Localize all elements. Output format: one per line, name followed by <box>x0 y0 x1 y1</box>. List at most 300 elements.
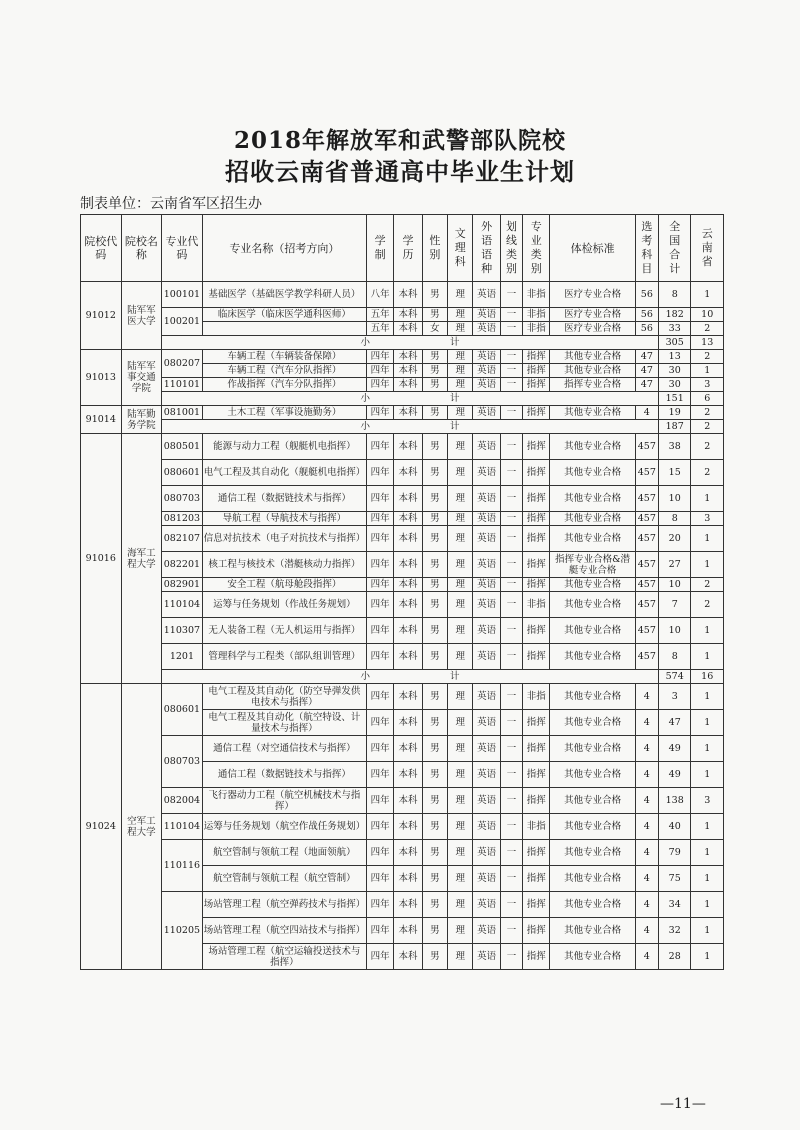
health-standard: 其他专业合格 <box>550 592 635 618</box>
elective: 47 <box>635 378 658 392</box>
health-standard: 其他专业合格 <box>550 866 635 892</box>
table-row <box>81 378 724 392</box>
major-name: 场站管理工程（航空四站技术与指挥） <box>202 918 366 944</box>
document-title-line-1: 2018年解放军和武警部队院校 <box>233 127 566 154</box>
major-name: 能源与动力工程（舰艇机电指挥） <box>202 434 366 460</box>
elective: 457 <box>635 552 658 578</box>
yunnan-count: 3 <box>691 788 724 814</box>
subject: 理 <box>448 892 473 918</box>
table-row <box>81 406 724 420</box>
major-code: 081001 <box>162 406 203 420</box>
language: 英语 <box>473 526 500 552</box>
subject: 理 <box>448 434 473 460</box>
gender: 女 <box>422 322 447 336</box>
yunnan-count: 1 <box>691 840 724 866</box>
subtotal-label <box>162 392 659 406</box>
subject: 理 <box>448 592 473 618</box>
major-name: 运筹与任务规划（航空作战任务规划） <box>202 814 366 840</box>
line-category: 一 <box>500 578 522 592</box>
table-row <box>81 618 724 644</box>
elective: 4 <box>635 840 658 866</box>
national-total: 138 <box>658 788 690 814</box>
subject: 理 <box>448 282 473 308</box>
study-years: 四年 <box>366 512 393 526</box>
language: 英语 <box>473 918 500 944</box>
study-years: 四年 <box>366 378 393 392</box>
study-years: 四年 <box>366 406 393 420</box>
gender: 男 <box>422 710 447 736</box>
elective: 4 <box>635 918 658 944</box>
header-major-code: 专业代码 <box>162 215 203 282</box>
subtotal-label-a: 小 <box>360 671 371 682</box>
national-total: 49 <box>658 736 690 762</box>
major-category: 非指 <box>523 322 550 336</box>
header-health-standard: 体检标准 <box>550 215 635 282</box>
degree: 本科 <box>394 434 422 460</box>
language: 英语 <box>473 486 500 512</box>
major-code: 080601 <box>162 684 203 736</box>
national-total: 20 <box>658 526 690 552</box>
subtotal-label-a: 小 <box>360 393 371 404</box>
national-total: 27 <box>658 552 690 578</box>
line-category: 一 <box>500 282 522 308</box>
yunnan-count: 1 <box>691 710 724 736</box>
gender: 男 <box>422 378 447 392</box>
degree: 本科 <box>394 618 422 644</box>
gender: 男 <box>422 308 447 322</box>
yunnan-count: 1 <box>691 364 724 378</box>
document-title-line-2: 招收云南省普通高中毕业生计划 <box>225 157 575 186</box>
major-category: 指挥 <box>523 350 550 364</box>
degree: 本科 <box>394 364 422 378</box>
gender: 男 <box>422 282 447 308</box>
table-row <box>81 684 724 710</box>
line-category: 一 <box>500 684 522 710</box>
major-name: 车辆工程（汽车分队指挥） <box>202 364 366 378</box>
degree: 本科 <box>394 918 422 944</box>
health-standard: 其他专业合格 <box>550 762 635 788</box>
national-total: 32 <box>658 918 690 944</box>
subject: 理 <box>448 710 473 736</box>
national-total: 19 <box>658 406 690 420</box>
health-standard: 其他专业合格 <box>550 434 635 460</box>
major-code: 080703 <box>162 736 203 788</box>
gender: 男 <box>422 486 447 512</box>
table-row <box>81 486 724 512</box>
degree: 本科 <box>394 710 422 736</box>
school-code: 91012 <box>81 282 122 350</box>
major-code: 110116 <box>162 840 203 892</box>
major-name: 核工程与核技术（潜艇核动力指挥） <box>202 552 366 578</box>
yunnan-count: 2 <box>691 406 724 420</box>
header-school-name: 院校名称 <box>121 215 162 282</box>
health-standard: 其他专业合格 <box>550 892 635 918</box>
gender: 男 <box>422 592 447 618</box>
major-category: 指挥 <box>523 526 550 552</box>
national-total: 10 <box>658 486 690 512</box>
subject: 理 <box>448 406 473 420</box>
subtotal-row <box>81 336 724 350</box>
gender: 男 <box>422 944 447 970</box>
degree: 本科 <box>394 526 422 552</box>
elective: 457 <box>635 434 658 460</box>
major-name: 导航工程（导航技术与指挥） <box>202 512 366 526</box>
line-category: 一 <box>500 866 522 892</box>
gender: 男 <box>422 736 447 762</box>
national-total: 38 <box>658 434 690 460</box>
gender: 男 <box>422 762 447 788</box>
line-category: 一 <box>500 918 522 944</box>
major-name: 通信工程（数据链技术与指挥） <box>202 486 366 512</box>
study-years: 四年 <box>366 486 393 512</box>
yunnan-count: 2 <box>691 578 724 592</box>
major-code: 100101 <box>162 282 203 308</box>
yunnan-count: 1 <box>691 892 724 918</box>
language: 英语 <box>473 282 500 308</box>
degree: 本科 <box>394 350 422 364</box>
national-total: 30 <box>658 378 690 392</box>
line-category: 一 <box>500 322 522 336</box>
gender: 男 <box>422 578 447 592</box>
yunnan-count: 2 <box>691 350 724 364</box>
language: 英语 <box>473 322 500 336</box>
major-code: 082201 <box>162 552 203 578</box>
line-category: 一 <box>500 788 522 814</box>
line-category: 一 <box>500 350 522 364</box>
gender: 男 <box>422 684 447 710</box>
health-standard: 其他专业合格 <box>550 460 635 486</box>
health-standard: 其他专业合格 <box>550 918 635 944</box>
major-category: 指挥 <box>523 644 550 670</box>
table-row <box>81 592 724 618</box>
language: 英语 <box>473 406 500 420</box>
subject: 理 <box>448 788 473 814</box>
major-code: 082901 <box>162 578 203 592</box>
major-category: 指挥 <box>523 840 550 866</box>
subtotal-label-b: 计 <box>450 337 460 348</box>
degree: 本科 <box>394 578 422 592</box>
major-category: 指挥 <box>523 460 550 486</box>
elective: 56 <box>635 282 658 308</box>
health-standard: 医疗专业合格 <box>550 308 635 322</box>
language: 英语 <box>473 892 500 918</box>
health-standard: 其他专业合格 <box>550 814 635 840</box>
language: 英语 <box>473 684 500 710</box>
major-name <box>202 322 366 336</box>
line-category: 一 <box>500 406 522 420</box>
gender: 男 <box>422 892 447 918</box>
national-total: 10 <box>658 578 690 592</box>
subject: 理 <box>448 552 473 578</box>
major-name: 飞行器动力工程（航空机械技术与指挥） <box>202 788 366 814</box>
study-years: 四年 <box>366 618 393 644</box>
header-study-years: 学制 <box>374 234 386 261</box>
gender: 男 <box>422 552 447 578</box>
degree: 本科 <box>394 378 422 392</box>
table-row <box>81 434 724 460</box>
elective: 4 <box>635 814 658 840</box>
header-subject: 文理科 <box>454 227 466 268</box>
major-code: 080703 <box>162 486 203 512</box>
subject: 理 <box>448 644 473 670</box>
line-category: 一 <box>500 710 522 736</box>
table-row <box>81 552 724 578</box>
study-years: 四年 <box>366 460 393 486</box>
elective: 457 <box>635 644 658 670</box>
study-years: 四年 <box>366 866 393 892</box>
elective: 4 <box>635 762 658 788</box>
major-category: 非指 <box>523 814 550 840</box>
subtotal-label <box>162 336 659 350</box>
subtotal-label-b: 计 <box>450 671 460 682</box>
national-total: 13 <box>658 350 690 364</box>
major-name: 作战指挥（汽车分队指挥） <box>202 378 366 392</box>
health-standard: 其他专业合格 <box>550 578 635 592</box>
study-years: 四年 <box>366 434 393 460</box>
national-total: 28 <box>658 944 690 970</box>
yunnan-count: 2 <box>691 322 724 336</box>
study-years: 四年 <box>366 944 393 970</box>
language: 英语 <box>473 308 500 322</box>
national-total: 7 <box>658 592 690 618</box>
national-total: 75 <box>658 866 690 892</box>
subtotal-national: 151 <box>658 392 690 406</box>
elective: 457 <box>635 618 658 644</box>
degree: 本科 <box>394 644 422 670</box>
major-code: 080601 <box>162 460 203 486</box>
major-category: 指挥 <box>523 892 550 918</box>
yunnan-count: 1 <box>691 526 724 552</box>
subject: 理 <box>448 486 473 512</box>
language: 英语 <box>473 814 500 840</box>
degree: 本科 <box>394 840 422 866</box>
study-years: 四年 <box>366 526 393 552</box>
study-years: 四年 <box>366 840 393 866</box>
table-row <box>81 644 724 670</box>
gender: 男 <box>422 460 447 486</box>
health-standard: 其他专业合格 <box>550 684 635 710</box>
elective: 457 <box>635 486 658 512</box>
school-code: 91014 <box>81 406 122 434</box>
major-category: 指挥 <box>523 364 550 378</box>
gender: 男 <box>422 866 447 892</box>
yunnan-count: 1 <box>691 762 724 788</box>
major-name: 电气工程及其自动化（防空导弹发供电技术与指挥） <box>202 684 366 710</box>
elective: 457 <box>635 512 658 526</box>
elective: 4 <box>635 892 658 918</box>
major-category: 非指 <box>523 592 550 618</box>
degree: 本科 <box>394 736 422 762</box>
header-degree: 学历 <box>402 234 414 261</box>
health-standard: 医疗专业合格 <box>550 282 635 308</box>
degree: 本科 <box>394 406 422 420</box>
health-standard: 其他专业合格 <box>550 944 635 970</box>
major-name: 信息对抗技术（电子对抗技术与指挥） <box>202 526 366 552</box>
language: 英语 <box>473 944 500 970</box>
major-name: 航空管制与领航工程（地面领航） <box>202 840 366 866</box>
subject: 理 <box>448 814 473 840</box>
header-major-category: 专业类别 <box>530 220 542 275</box>
study-years: 四年 <box>366 684 393 710</box>
header-language: 外语语种 <box>481 220 493 275</box>
subtotal-yunnan: 16 <box>691 670 724 684</box>
gender: 男 <box>422 526 447 552</box>
major-name: 通信工程（对空通信技术与指挥） <box>202 736 366 762</box>
gender: 男 <box>422 364 447 378</box>
health-standard: 其他专业合格 <box>550 840 635 866</box>
line-category: 一 <box>500 552 522 578</box>
table-row <box>81 788 724 814</box>
school-name: 空军工程大学 <box>121 684 162 970</box>
major-category: 指挥 <box>523 918 550 944</box>
elective: 457 <box>635 526 658 552</box>
header-yunnan: 云南省 <box>701 227 713 268</box>
language: 英语 <box>473 840 500 866</box>
study-years: 四年 <box>366 364 393 378</box>
table-row <box>81 892 724 918</box>
gender: 男 <box>422 814 447 840</box>
study-years: 四年 <box>366 578 393 592</box>
major-category: 指挥 <box>523 866 550 892</box>
study-years: 四年 <box>366 892 393 918</box>
school-name: 海军工程大学 <box>121 434 162 684</box>
language: 英语 <box>473 762 500 788</box>
national-total: 49 <box>658 762 690 788</box>
yunnan-count: 2 <box>691 460 724 486</box>
elective: 4 <box>635 406 658 420</box>
yunnan-count: 1 <box>691 486 724 512</box>
health-standard: 其他专业合格 <box>550 526 635 552</box>
subject: 理 <box>448 736 473 762</box>
subtotal-label-b: 计 <box>450 393 460 404</box>
subject: 理 <box>448 322 473 336</box>
subject: 理 <box>448 512 473 526</box>
study-years: 四年 <box>366 552 393 578</box>
major-name: 场站管理工程（航空弹药技术与指挥） <box>202 892 366 918</box>
health-standard: 其他专业合格 <box>550 710 635 736</box>
language: 英语 <box>473 378 500 392</box>
major-code: 110307 <box>162 618 203 644</box>
language: 英语 <box>473 710 500 736</box>
line-category: 一 <box>500 618 522 644</box>
subtotal-label <box>162 670 659 684</box>
subject: 理 <box>448 918 473 944</box>
major-category: 指挥 <box>523 788 550 814</box>
subject: 理 <box>448 460 473 486</box>
line-category: 一 <box>500 736 522 762</box>
header-school-code: 院校代码 <box>81 215 122 282</box>
major-category: 指挥 <box>523 618 550 644</box>
major-name: 无人装备工程（无人机运用与指挥） <box>202 618 366 644</box>
gender: 男 <box>422 788 447 814</box>
line-category: 一 <box>500 378 522 392</box>
elective: 4 <box>635 944 658 970</box>
yunnan-count: 1 <box>691 282 724 308</box>
subtotal-yunnan: 6 <box>691 392 724 406</box>
health-standard: 其他专业合格 <box>550 512 635 526</box>
gender: 男 <box>422 644 447 670</box>
table-row <box>81 526 724 552</box>
health-standard: 医疗专业合格 <box>550 322 635 336</box>
major-code: 110101 <box>162 378 203 392</box>
study-years: 八年 <box>366 282 393 308</box>
elective: 4 <box>635 736 658 762</box>
major-category: 指挥 <box>523 406 550 420</box>
major-name: 电气工程及其自动化（舰艇机电指挥） <box>202 460 366 486</box>
header-line-category: 划线类别 <box>505 220 517 275</box>
subject: 理 <box>448 378 473 392</box>
national-total: 182 <box>658 308 690 322</box>
health-standard: 其他专业合格 <box>550 736 635 762</box>
major-code: 080501 <box>162 434 203 460</box>
elective: 457 <box>635 460 658 486</box>
subject: 理 <box>448 364 473 378</box>
national-total: 10 <box>658 618 690 644</box>
enrollment-plan-table <box>80 214 724 970</box>
national-total: 47 <box>658 710 690 736</box>
subtotal-yunnan: 2 <box>691 420 724 434</box>
elective: 4 <box>635 710 658 736</box>
gender: 男 <box>422 512 447 526</box>
health-standard: 其他专业合格 <box>550 644 635 670</box>
language: 英语 <box>473 512 500 526</box>
gender: 男 <box>422 350 447 364</box>
line-category: 一 <box>500 460 522 486</box>
national-total: 3 <box>658 684 690 710</box>
degree: 本科 <box>394 282 422 308</box>
degree: 本科 <box>394 866 422 892</box>
yunnan-count: 1 <box>691 918 724 944</box>
line-category: 一 <box>500 762 522 788</box>
language: 英语 <box>473 592 500 618</box>
table-row <box>81 350 724 364</box>
language: 英语 <box>473 364 500 378</box>
study-years: 四年 <box>366 592 393 618</box>
yunnan-count: 1 <box>691 644 724 670</box>
study-years: 四年 <box>366 350 393 364</box>
major-name: 基础医学（基础医学教学科研人员） <box>202 282 366 308</box>
major-code: 082107 <box>162 526 203 552</box>
header-national-total: 全国合计 <box>669 220 681 275</box>
subject: 理 <box>448 762 473 788</box>
subject: 理 <box>448 618 473 644</box>
table-row <box>81 736 724 762</box>
major-category: 非指 <box>523 684 550 710</box>
degree: 本科 <box>394 684 422 710</box>
major-code: 1201 <box>162 644 203 670</box>
subtotal-label-b: 计 <box>450 421 460 432</box>
study-years: 五年 <box>366 322 393 336</box>
study-years: 四年 <box>366 918 393 944</box>
line-category: 一 <box>500 512 522 526</box>
subtotal-label-a: 小 <box>360 337 371 348</box>
language: 英语 <box>473 644 500 670</box>
health-standard: 其他专业合格 <box>550 364 635 378</box>
line-category: 一 <box>500 434 522 460</box>
national-total: 40 <box>658 814 690 840</box>
elective: 457 <box>635 578 658 592</box>
yunnan-count: 1 <box>691 684 724 710</box>
degree: 本科 <box>394 308 422 322</box>
table-row <box>81 512 724 526</box>
health-standard: 指挥专业合格 <box>550 378 635 392</box>
subtotal-national: 574 <box>658 670 690 684</box>
header-elective: 选考科目 <box>641 220 653 275</box>
subtotal-yunnan: 13 <box>691 336 724 350</box>
degree: 本科 <box>394 592 422 618</box>
school-name: 陆军军事交通学院 <box>121 350 162 406</box>
subtotal-row <box>81 670 724 684</box>
